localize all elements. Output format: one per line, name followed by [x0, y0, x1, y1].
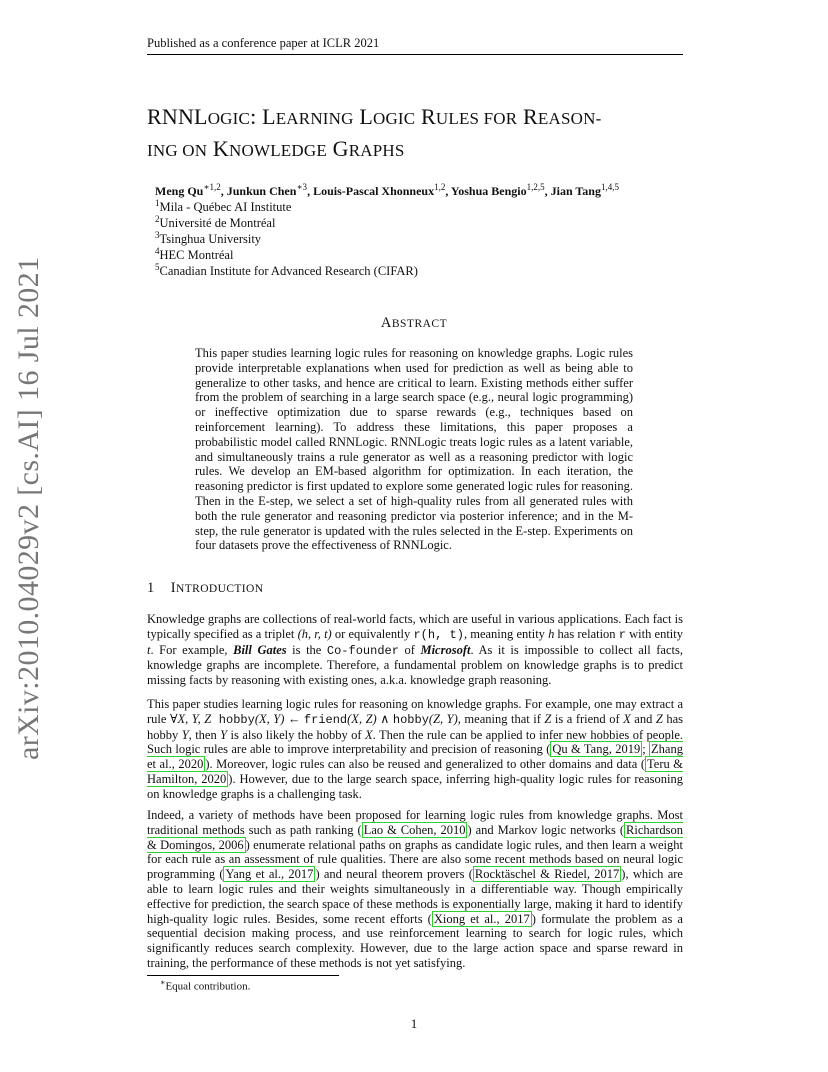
affiliation: $^4$HEC Montréal: [155, 246, 234, 263]
citation-link[interactable]: Qu & Tang, 2019: [552, 742, 641, 757]
citation-link[interactable]: Rocktäschel & Riedel, 2017: [474, 867, 620, 882]
citation-link[interactable]: Xiong et al., 2017: [433, 911, 530, 926]
citation-link[interactable]: Teru & Hamilton, 2020: [147, 757, 684, 786]
author: Jian Tang: [550, 184, 601, 198]
paper-title: [147, 102, 707, 166]
author: Yoshua Bengio: [450, 184, 527, 198]
affiliation: $^1$Mila - Québec AI Institute: [155, 198, 292, 215]
affiliation: $^2$Université de Montréal: [155, 214, 276, 231]
affiliation: $^5$Canadian Institute for Advanced Research (CIFAR): [155, 262, 418, 279]
author: Louis-Pascal Xhonneux: [313, 184, 435, 198]
page-number: 1: [410, 1016, 418, 1031]
abstract-heading: ABSTRACT: [380, 315, 448, 331]
paragraph-3: Indeed, a variety of methods have been proposed for learning logic rules from knowledge graphs. Most traditional methods such as path ranking ( Lao & Cohen, 2010 ) and Markov logic networks ( Richardson & Domingos, 2006 ) enumerate relational paths on graphs as candidate logic rules, and then learn a weight for each rule as an assessment of rule qualities. There are also some recent methods based on neural logic programming ( Yang et al., 2017 ) and neural theorem provers ( Rocktäschel & Riedel, 2017 ), which are able to learn logic rules and their weights simultaneously in a differentiable way. Though empirically effective for prediction, the search space of these methods is exponentially large, making it hard to identify high-quality logic rules. Besides, some recent efforts ( Xiong et al., 2017 ) formulate the problem as a sequential decision making process, and use reinforcement learning to search for logic rules, which significantly reduces search complexity. However, due to the large action space and sparse reward in training, the performance of these methods is not yet satisfying.: [147, 808, 683, 970]
abstract-body: This paper studies learning logic rules for reasoning on knowledge graphs. Logic rules provide interpretable explanations when used for prediction as well as being able to generalize to other tasks, and hence are critical to learn. Existing methods either suffer from the problem of searching in a large search space (e.g., neural logic programming) or ineffective optimization due to sparse rewards (e.g., techniques based on reinforcement learning). To address these limitations, this paper proposes a probabilistic model called RNNLogic. RNNLogic treats logic rules as a latent variable, and simultaneously trains a rule generator as well as a reasoning predictor with logic rules. We develop an EM-based algorithm for optimization. In each iteration, the reasoning predictor is first updated to explore some generated logic rules for reasoning. Then in the E-step, we select a set of high-quality rules from all generated rules with both the rule generator and reasoning predictor via posterior inference; and in the M-step, the rule generator is updated with the rules selected in the E-step. Experiments on four datasets prove the effectiveness of RNNLogic.: [195, 346, 633, 553]
citation-link[interactable]: Yang et al., 2017: [225, 867, 314, 882]
arxiv-stamp: arXiv:2010.04029v2 [cs.AI] 16 Jul 2021: [12, 256, 45, 760]
author: Junkun Chen: [226, 184, 297, 198]
paragraph-2: This paper studies learning logic rules for reasoning on knowledge graphs. For example, one may extract a rule ∀X, Y, Z hobby(X, Y) ← friend(X, Z) ∧ hobby(Z, Y), meaning that if Z is a friend of X and Z has hobby Y, then Y is also likely the hobby of X. Then the rule can be applied to infer new hobbies of people. Such logic rules are able to improve interpretability and precision of reasoning ( Qu & Tang, 2019 ; Zhang et al., 2020 ). Moreover, logic rules can also be reused and generalized to other domains and data ( Teru & Hamilton, 2020 ). However, due to the large search space, inferring high-quality logic rules for reasoning on knowledge graphs is a challenging task.: [147, 697, 684, 801]
section-heading: 1 INTRODUCTION: [147, 580, 264, 596]
header-rule: [147, 54, 683, 55]
footnote: ∗Equal contribution.: [160, 978, 251, 993]
running-header: Published as a conference paper at ICLR 2021: [147, 36, 380, 50]
citation-link[interactable]: Richardson & Domingos, 2006: [147, 822, 683, 852]
citation-link[interactable]: Zhang et al., 2020: [147, 742, 683, 772]
author-list: Meng $Qu^{∗1,2}$, Junkun Chen$^{∗3}$, Louis-Pascal Xhonneux$^{1,2}$, Yoshua Bengio$^{1,2,5}$, Jian Tang$^{1,4,5}$: [155, 182, 619, 198]
citation-link[interactable]: Lao & Cohen, 2010: [363, 822, 466, 837]
author: Meng Qu: [155, 184, 204, 198]
affiliation: $^3$Tsinghua University: [155, 230, 262, 247]
title-line-1: RNNLOGIC: LEARNING LOGIC RULES FOR REASON-: [147, 104, 602, 129]
title-line-2: ING ON KNOWLEDGE GRAPHS: [147, 136, 405, 161]
paragraph-1: Knowledge graphs are collections of real-world facts, which are useful in various applications. Each fact is typically specified as a triplet (h, r, t) or equivalently r(h, t), meaning entity h has relation r with entity t. For example, Bill Gates is the Co-founder of Microsoft. As it is impossible to collect all facts, knowledge graphs are incomplete. Therefore, a fundamental problem on knowledge graphs is to predict missing facts by reasoning with existing ones, a.k.a. knowledge graph reasoning.: [147, 612, 684, 688]
footnote-rule: [147, 975, 339, 976]
